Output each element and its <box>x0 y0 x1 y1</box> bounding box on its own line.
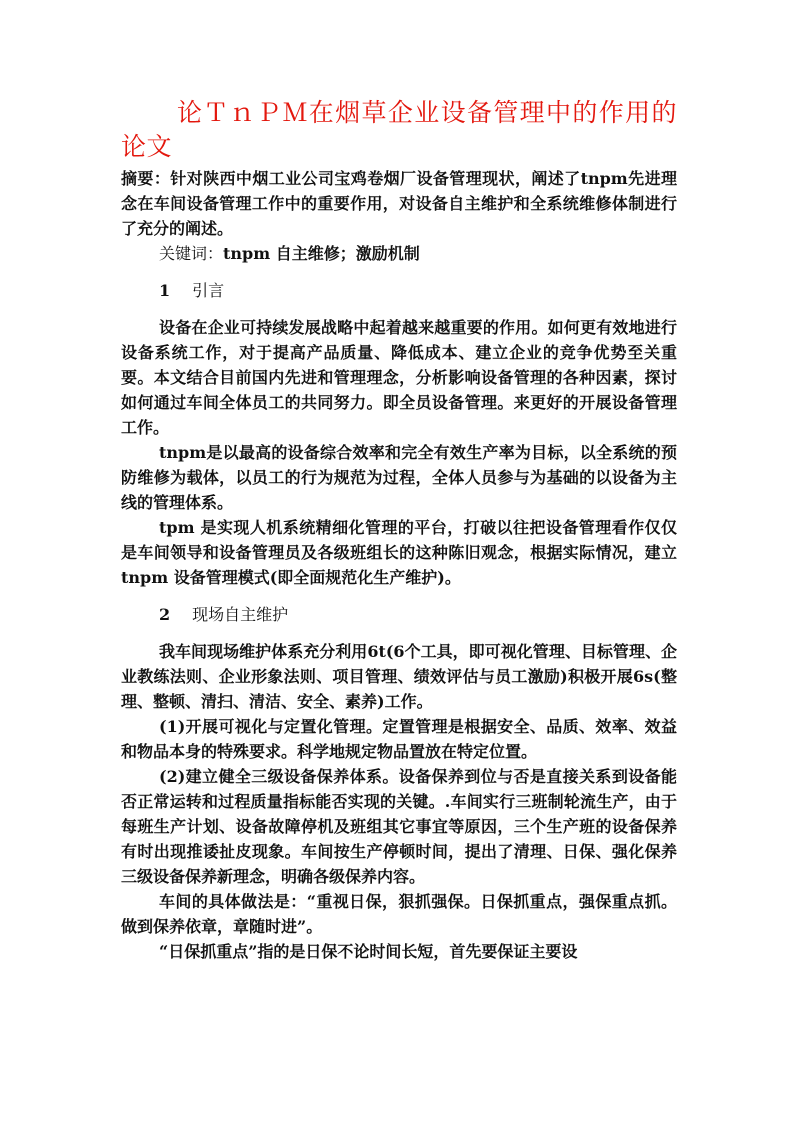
paragraph: 我车间现场维护体系充分利用6t(6个工具，即可视化管理、目标管理、企业教练法则、企业形象法则、项目管理、绩效评估与员工激励)积极开展6s(整理、整顿、清扫、清洁、安全、素养)工作。 <box>121 642 677 711</box>
section-number: 1 <box>159 281 171 300</box>
paragraph: tnpm是以最高的设备综合效率和完全有效生产率为目标，以全系统的预防维修为载体，以员工的行为规范为过程，全体人员参与为基础的以设备为主线的管理体系。 <box>121 443 677 512</box>
paragraph: “日保抓重点”指的是日保不论时间长短，首先要保证主要设 <box>159 942 578 961</box>
keywords-text: tnpm 自主维修；激励机制 <box>223 244 420 263</box>
section-heading-2 <box>159 602 677 627</box>
abstract-paragraph: 摘要：针对陕西中烟工业公司宝鸡卷烟厂设备管理现状，阐述了tnpm先进理念在车间设备管理工作中的重要作用，对设备自主维护和全系统维修体制进行了充分的阐述。 <box>121 169 677 238</box>
section-number: 2 <box>159 605 171 624</box>
document-page <box>121 96 677 964</box>
keywords-line <box>159 241 677 266</box>
page-title: 论ＴｎＰＭ在烟草企业设备管理中的作用的论文 <box>121 98 677 161</box>
section-heading-1 <box>159 278 677 303</box>
paragraph: 车间的具体做法是：“重视日保，狠抓强保。日保抓重点，强保重点抓。做到保养依章，章随时进”。 <box>121 892 677 936</box>
paragraph: tpm 是实现人机系统精细化管理的平台，打破以往把设备管理看作仅仅是车间领导和设备管理员及各级班组长的这种陈旧观念，根据实际情况，建立tnpm 设备管理模式(即全面规范化生产维护)。 <box>121 518 677 587</box>
keywords-label: 关键词： <box>159 244 224 263</box>
section-title: 引言 <box>192 281 225 300</box>
paragraph: 设备在企业可持续发展战略中起着越来越重要的作用。如何更有效地进行设备系统工作，对于提高产品质量、降低成本、建立企业的竞争优势至关重要。本文结合目前国内先进和管理理念，分析影响设备管理的各种因素，探讨如何通过车间全体员工的共同努力。即全员设备管理。来更好的开展设备管理工作。 <box>121 318 677 437</box>
paragraph: (2)建立健全三级设备保养体系。设备保养到位与否是直接关系到设备能否正常运转和过程质量指标能否实现的关键。.车间实行三班制轮流生产，由于每班生产计划、设备故障停机及班组其它事宜等原因，三个生产班的设备保养有时出现推诿扯皮现象。车间按生产停顿时间，提出了清理、日保、强化保养三级设备保养新理念，明确各级保养内容。 <box>121 767 677 886</box>
section-title: 现场自主维护 <box>192 605 289 624</box>
paragraph: (1)开展可视化与定置化管理。定置管理是根据安全、品质、效率、效益和物品本身的特殊要求。科学地规定物品置放在特定位置。 <box>121 717 677 761</box>
